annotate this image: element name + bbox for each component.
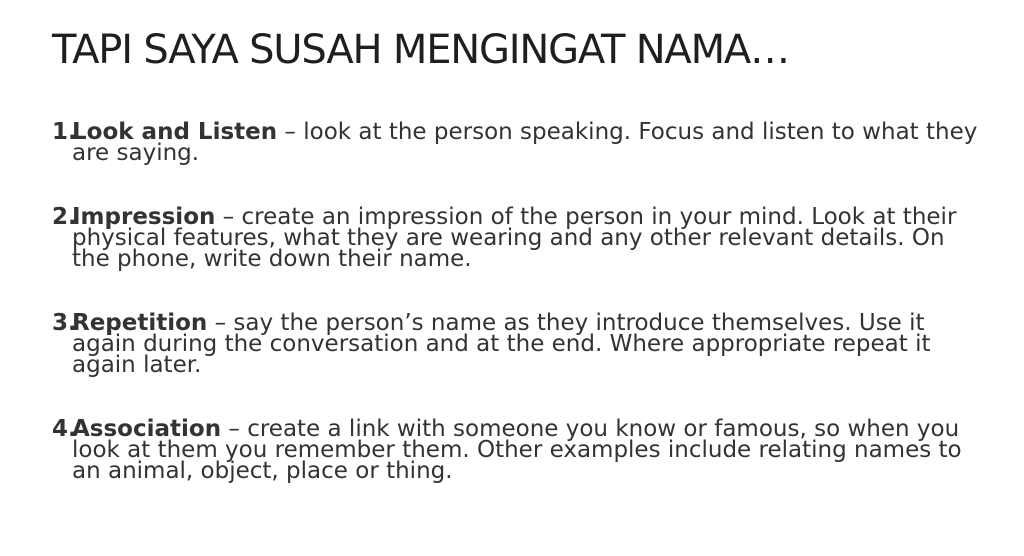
tip-item-impression <box>52 204 982 272</box>
tip-description: – say the person’s name as they introduce themselves. Use it again during the conversation and at the end. Where appropriate repeat it again later. <box>72 310 931 378</box>
tip-number: 2. <box>52 204 77 230</box>
tip-term: Repetition <box>72 310 208 336</box>
tip-description: – create an impression of the person in your mind. Look at their physical features, what they are wearing and any other relevant details. On the phone, write down their name. <box>72 204 957 272</box>
tip-number: 4. <box>52 416 77 442</box>
tip-item-association <box>52 416 982 484</box>
tip-description: – create a link with someone you know or famous, so when you look at them you remember them. Other examples include relating names to an animal, object, place or thing. <box>72 416 962 484</box>
tips-list <box>52 119 982 525</box>
tip-term: Impression <box>72 204 216 230</box>
tip-description: – look at the person speaking. Focus and listen to what they are saying. <box>72 119 978 166</box>
tip-item-repetition <box>52 310 982 378</box>
tip-term: Association <box>72 416 222 442</box>
slide-title: TAPI SAYA SUSAH MENGINGAT NAMA… <box>52 27 789 73</box>
tip-number: 3. <box>52 310 77 336</box>
tip-item-look-and-listen <box>52 119 982 166</box>
tip-term: Look and Listen <box>72 119 278 145</box>
tip-number: 1. <box>52 119 77 145</box>
